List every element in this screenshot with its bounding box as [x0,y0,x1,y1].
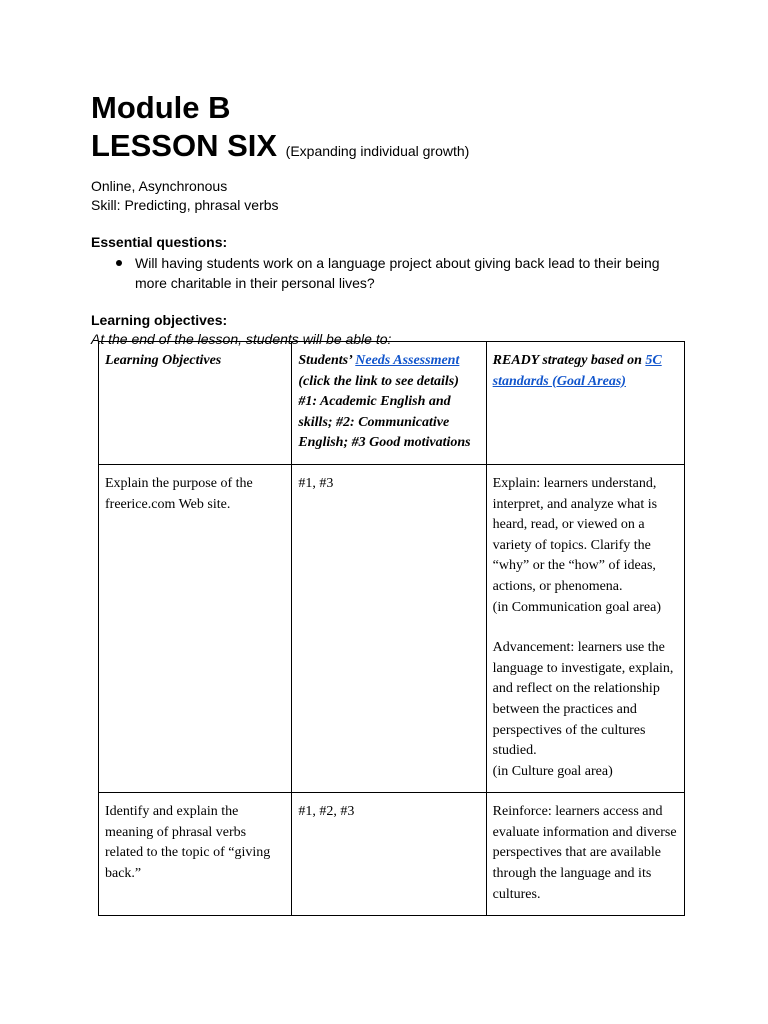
table-row [99,793,685,916]
list-item [91,253,691,293]
objective-text: Explain the purpose of the freerice.com Web site. [105,475,253,512]
header-needs-details: (click the link to see details) #1: Academic English and skills; #2: Communicative English; #3 Good motivations [298,373,471,451]
header-needs-prefix: Students’ [298,353,356,368]
essential-questions-heading: Essential questions: [91,234,228,250]
header-objectives-text: Learning Objectives [105,353,222,368]
header-cell-objectives [99,342,292,465]
strategy-paragraph: Explain: learners understand, interpret, and analyze what is heard, read, or viewed on a variety of topics. Clarify the “why” or the “how” of ideas, actions, or phenomena. [492,475,658,594]
5c-standards-link[interactable]: 5C standards (Goal Areas) [492,353,662,389]
needs-assessment-link[interactable]: Needs Assessment [355,353,460,368]
learning-objectives-table [98,341,685,916]
needs-text: #1, #3 [298,475,334,491]
document-page [91,88,691,349]
objective-cell [99,464,292,792]
strategy-paragraph: Reinforce: learners access and evaluate information and diverse perspectives that are available through the language and its cultures. [492,804,677,902]
lesson-title [91,128,691,169]
lesson-meta [91,177,691,215]
header-strategy-prefix: READY strategy based on [492,353,646,368]
lesson-subtitle: (Expanding individual growth) [285,143,470,159]
header-cell-needs [292,342,486,465]
skill-line: Skill: Predicting, phrasal verbs [91,197,279,213]
strategy-paragraph: Advancement: learners use the language to investigate, explain, and reflect on the relationship between the practices and perspectives of the cultures studied. [492,640,674,759]
strategy-note: (in Culture goal area) [492,763,613,779]
delivery-mode: Online, Asynchronous [91,178,228,194]
strategy-note: (in Communication goal area) [492,599,661,615]
objective-cell [99,793,292,916]
needs-text: #1, #2, #3 [298,804,355,820]
lesson-title-text: LESSON SIX [91,128,278,163]
needs-cell [292,464,486,792]
table-row [99,464,685,792]
module-title: Module B [91,90,231,125]
strategy-cell [486,464,684,792]
objective-text: Identify and explain the meaning of phrasal verbs related to the topic of “giving back.” [105,804,271,882]
essential-question-text: Will having students work on a language project about giving back lead to their being more charitable in their personal lives? [135,255,660,291]
bullet-icon [116,260,122,266]
header-cell-strategy [486,342,684,465]
needs-cell [292,793,486,916]
paragraph-spacer [493,618,678,638]
learning-objectives-intro: At the end of the lesson, students will be able to: [91,331,392,347]
table-header-row [99,342,685,465]
strategy-cell [486,793,684,916]
essential-questions-list [91,253,691,293]
learning-objectives-heading: Learning objectives: [91,312,228,328]
